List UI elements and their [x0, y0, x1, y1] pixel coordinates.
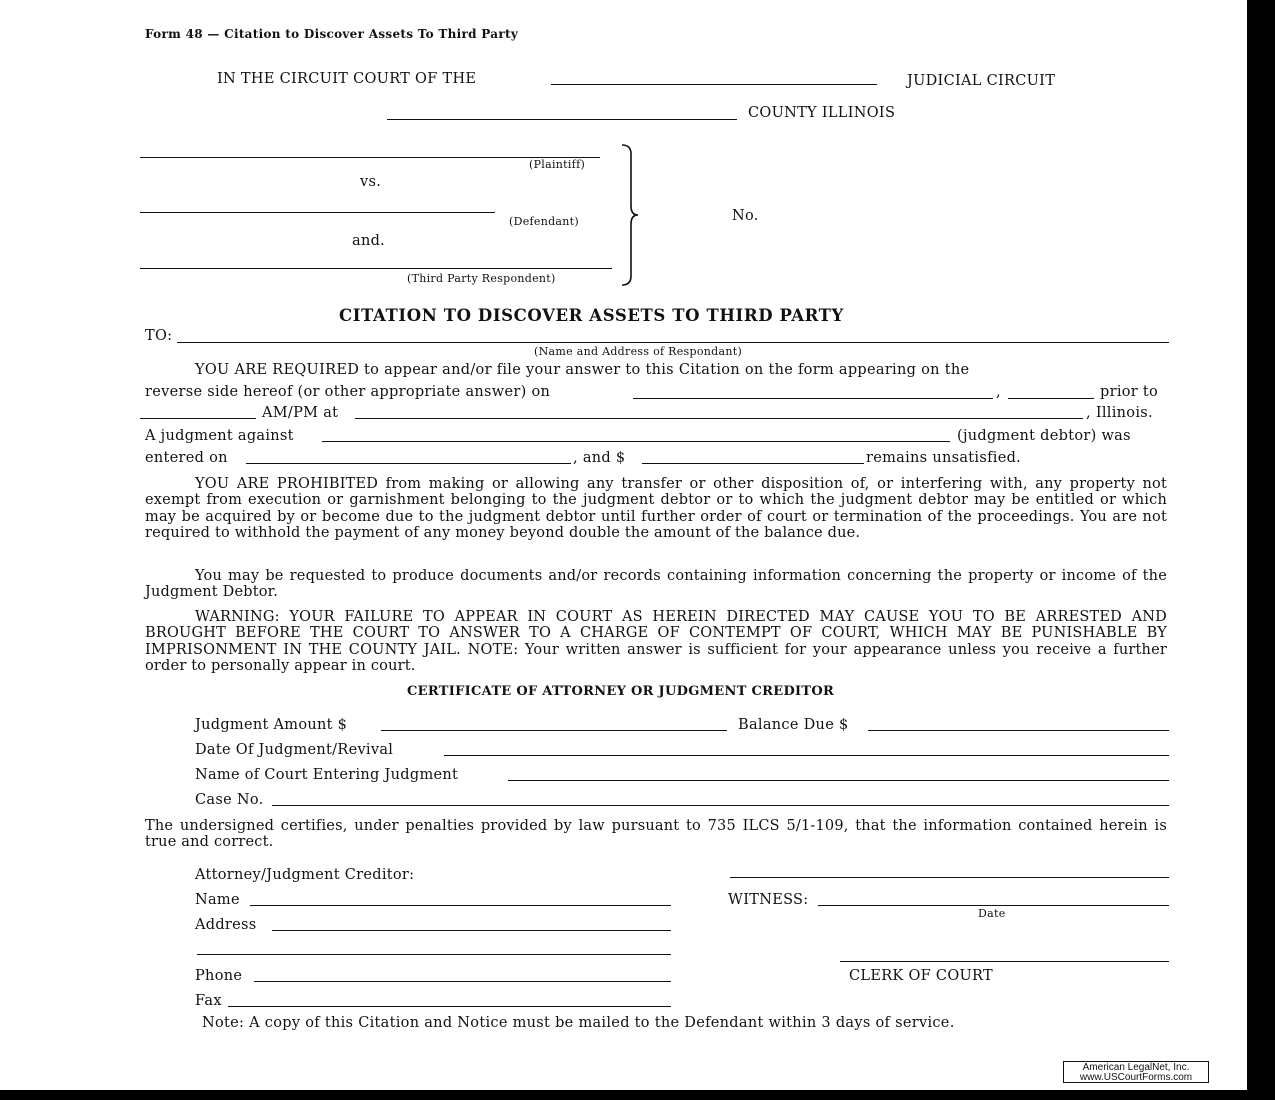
mailing-note: Note: A copy of this Citation and Notice must be mailed to the Defendant within 3 days of service. — [202, 1015, 955, 1031]
vs-label: vs. — [360, 174, 382, 190]
witness-label: WITNESS: — [728, 892, 809, 908]
witness-field[interactable] — [818, 905, 1169, 906]
warning-paragraph: WARNING: YOUR FAILURE TO APPEAR IN COURT AS HEREIN DIRECTED MAY CAUSE YOU TO BE ARRESTED AND BROUGHT BEFORE THE COURT TO ANSWER TO A CHARGE OF CONTEMPT OF COURT, WHICH MAY BE PUNISHABLE BY IMPRISONMENT IN THE COUNTY JAIL. NOTE: Your written answer is sufficient for your appearance unless you receive a further order to personally appear in court. — [145, 609, 1167, 675]
required-line-1: YOU ARE REQUIRED to appear and/or file your answer to this Citation on the form appearing on the — [195, 362, 970, 378]
form-header: Form 48 — Citation to Discover Assets To Third Party — [145, 27, 519, 41]
phone-field[interactable] — [254, 981, 671, 982]
required-line-2b: , — [996, 384, 1001, 400]
fax-label: Fax — [195, 993, 222, 1009]
judgment-debtor-field[interactable] — [322, 441, 950, 442]
date-of-judgment-label: Date Of Judgment/Revival — [195, 742, 394, 758]
document-title: CITATION TO DISCOVER ASSETS TO THIRD PARTY — [339, 306, 844, 325]
third-party-field[interactable] — [140, 268, 612, 269]
judgment-amount-label: Judgment Amount $ — [195, 717, 348, 733]
and-label: and. — [352, 233, 386, 249]
appearance-time-field[interactable] — [140, 418, 256, 419]
required-line-2c: prior to — [1100, 384, 1159, 400]
required-line-2a: reverse side hereof (or other appropriate answer) on — [145, 384, 551, 400]
name-field[interactable] — [250, 905, 671, 906]
defendant-field[interactable] — [140, 212, 495, 213]
required-line-3a: AM/PM at — [262, 405, 339, 421]
documents-paragraph: You may be requested to produce documents and/or records containing information concerning the property or income of the Judgment Debtor. — [145, 568, 1167, 601]
scan-border-right — [1247, 0, 1275, 1100]
county-label: COUNTY ILLINOIS — [748, 105, 896, 121]
name-of-court-field[interactable] — [508, 780, 1169, 781]
court-prefix: IN THE CIRCUIT COURT OF THE — [217, 71, 477, 87]
phone-label: Phone — [195, 968, 243, 984]
appearance-year-field[interactable] — [1008, 398, 1094, 399]
address-field-1[interactable] — [272, 930, 671, 931]
circuit-field[interactable] — [551, 84, 877, 85]
certify-paragraph: The undersigned certifies, under penalties provided by law pursuant to 735 ILCS 5/1-109, that the information contained herein is true and correct. — [145, 818, 1167, 851]
appearance-location-field[interactable] — [355, 418, 1083, 419]
appearance-date-field[interactable] — [633, 398, 993, 399]
plaintiff-caption: (Plaintiff) — [529, 158, 586, 171]
to-label: TO: — [145, 328, 173, 344]
caption-brace — [620, 144, 640, 286]
publisher-watermark — [1063, 1061, 1209, 1083]
fax-field[interactable] — [228, 1006, 671, 1007]
judgment-entered-date-field[interactable] — [246, 463, 571, 464]
name-of-court-label: Name of Court Entering Judgment — [195, 767, 459, 783]
attorney-label: Attorney/Judgment Creditor: — [195, 867, 415, 883]
date-of-judgment-field[interactable] — [444, 755, 1169, 756]
required-line-5c: remains unsatisfied. — [866, 450, 1022, 466]
required-line-4b: (judgment debtor) was — [957, 428, 1131, 444]
certificate-case-no-field[interactable] — [272, 805, 1169, 806]
respondent-name-address-field[interactable] — [177, 342, 1169, 343]
watermark-line-2: www.USCourtForms.com — [1079, 1072, 1193, 1083]
address-label: Address — [195, 917, 257, 933]
name-label: Name — [195, 892, 240, 908]
scan-border-bottom — [0, 1090, 1275, 1100]
balance-due-label: Balance Due $ — [738, 717, 849, 733]
watermark-line-1: American LegalNet, Inc. — [1082, 1062, 1190, 1073]
required-line-3b: , Illinois. — [1086, 405, 1153, 421]
respondent-caption: (Name and Address of Respondant) — [534, 345, 743, 358]
clerk-signature-line[interactable] — [840, 961, 1169, 962]
clerk-of-court-label: CLERK OF COURT — [849, 968, 993, 984]
unsatisfied-amount-field[interactable] — [642, 463, 864, 464]
defendant-caption: (Defendant) — [509, 215, 579, 228]
required-line-5b: , and $ — [573, 450, 626, 466]
date-caption: Date — [978, 907, 1006, 920]
required-line-5a: entered on — [145, 450, 228, 466]
judicial-circuit-label: JUDICIAL CIRCUIT — [907, 73, 1056, 89]
prohibited-paragraph: YOU ARE PROHIBITED from making or allowing any transfer or other disposition of, or interfering with, any property not exempt from execution or garnishment belonging to the judgment debtor or to which the judgment debtor may be entitled or which may be acquired by or become due to the judgment debtor until further order of court or termination of the proceedings. You are not required to withhold the payment of any money beyond double the amount of the balance due. — [145, 476, 1167, 542]
case-number-label: No. — [732, 208, 759, 224]
balance-due-field[interactable] — [868, 730, 1169, 731]
third-party-caption: (Third Party Respondent) — [407, 272, 556, 285]
required-line-4a: A judgment against — [145, 428, 294, 444]
certificate-title: CERTIFICATE OF ATTORNEY OR JUDGMENT CREDITOR — [407, 684, 835, 699]
address-field-2[interactable] — [197, 954, 671, 955]
certificate-case-no-label: Case No. — [195, 792, 264, 808]
county-field[interactable] — [387, 119, 737, 120]
judgment-amount-field[interactable] — [381, 730, 727, 731]
attorney-signature-line[interactable] — [730, 877, 1169, 878]
